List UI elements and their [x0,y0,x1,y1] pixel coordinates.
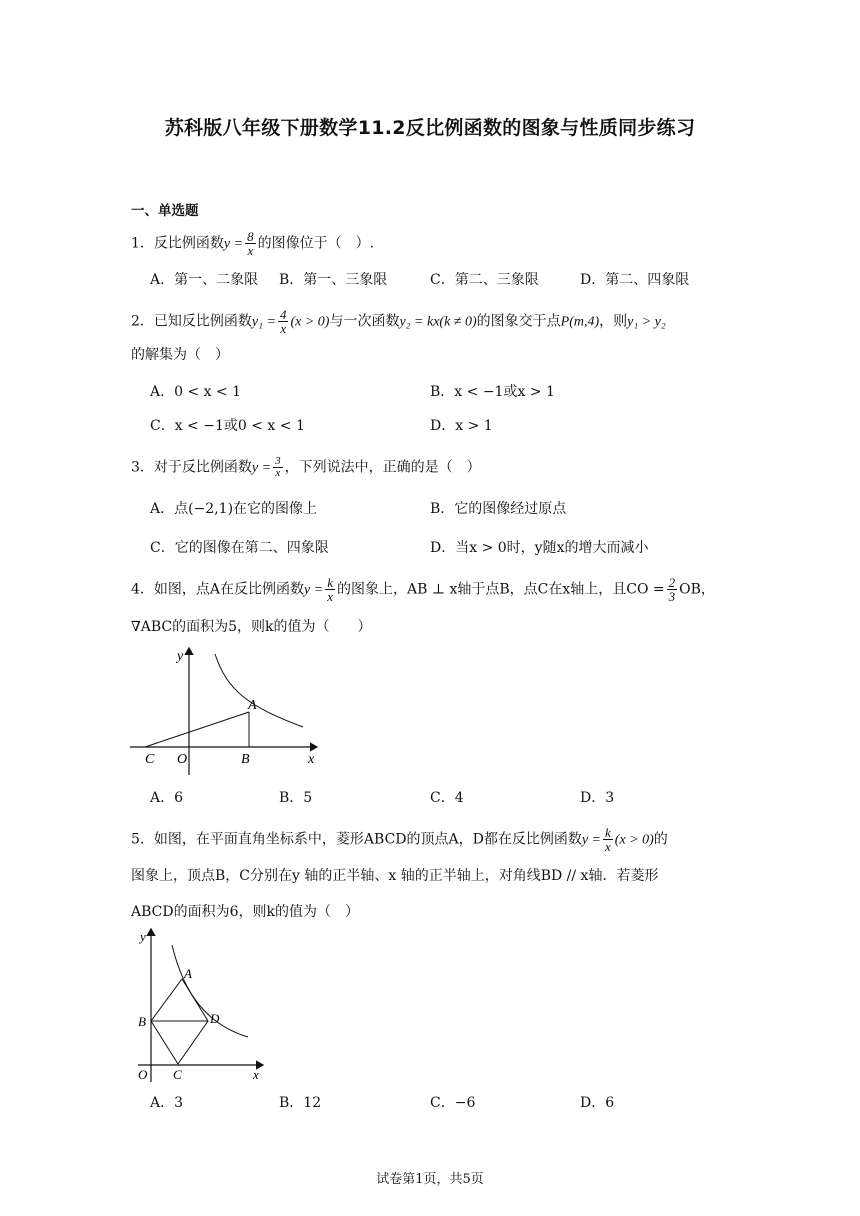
q3-func: y = [251,460,272,476]
q5-label-c: C [173,1067,182,1082]
q4-label-a: A [248,698,257,713]
q1-option-d: D．第二、四象限 [580,272,690,288]
q5-figure [130,925,275,1085]
q2-p1: 2．已知反比例函数 [131,313,252,330]
q4-option-a: A．6 [150,790,184,806]
q4-option-b: B．5 [279,790,313,806]
q5-label-o: O [138,1067,148,1082]
q4-label-x: x [308,752,315,767]
q2-p4: ，则 [599,313,628,330]
question-2 [131,308,666,335]
q5-label-d: D [210,1011,220,1026]
q1-func: y = [223,236,244,252]
q4-p2: 的图象上，AB ⊥ x轴于点B，点C在x轴上，且CO = [336,581,665,598]
q1-suffix: 的图像位于（ ）. [257,235,375,252]
q5-option-a: A．3 [150,1095,184,1111]
q4-option-c: C．4 [430,790,464,806]
page-footer: 试卷第1页，共5页 [376,1172,484,1187]
q5-option-d: D．6 [580,1095,615,1111]
q4-figure [125,642,325,777]
q2-line2: 的解集为（ ） [131,347,229,363]
q3-option-a: A．点(−2,1)在它的图像上 [150,501,318,517]
q2-option-d: D．x > 1 [430,418,493,434]
q3-option-b: B．它的图像经过原点 [430,501,567,517]
question-5 [131,826,668,853]
q2-f1: y₁ = [251,314,276,330]
q2-p2: 与一次函数 [329,313,400,330]
q5-line3: ABCD的面积为6，则k的值为（ ） [131,904,359,920]
q5-cond: (x > 0) [614,832,654,848]
q3-option-c: C．它的图像在第二、四象限 [150,540,329,556]
q1-option-b: B．第一、三象限 [279,272,388,288]
q5-label-y: y [140,929,146,944]
q4-p3: OB， [679,581,715,598]
q5-fraction: $\frac{k}{x}$ [605,825,611,854]
q5-func: y = [581,832,602,848]
q2-f2: y₂ = kx(k ≠ 0) [399,314,477,330]
q1-option-c: C．第二、三象限 [430,272,539,288]
section-heading: 一、单选题 [131,203,199,219]
q4-fraction: $\frac{k}{x}$ [327,575,333,604]
q4-label-o: O [177,752,188,767]
q2-c1: (x > 0) [290,314,330,330]
question-4 [131,576,715,603]
q5-option-b: B．12 [279,1095,322,1111]
q3-option-d: D．当x > 0时，y随x的增大而减小 [430,540,649,556]
q4-hyperbola [215,654,303,727]
q5-label-x: x [253,1067,259,1082]
q4-label-c: C [145,752,155,767]
q2-point: P(m,4) [560,314,600,330]
q4-line2: ∇ABC的面积为5，则k的值为（ ） [131,619,372,635]
q4-p1: 4．如图，点A在反比例函数 [131,581,305,598]
question-3 [131,456,481,479]
q3-fraction: $\frac{3}{x}$ [275,455,281,479]
q5-p2: 的 [653,831,668,848]
q4-segment-ca [145,712,249,747]
question-1 [131,230,374,257]
q4-fraction-2: $\frac{2}{3}$ [668,575,676,604]
q3-suffix: ，下列说法中，正确的是（ ） [284,459,481,476]
q1-option-a: A．第一、二象限 [150,272,259,288]
q4-label-b: B [241,752,250,767]
q3-prefix: 3．对于反比例函数 [131,459,252,476]
q5-label-a: A [184,966,192,981]
q4-label-y: y [177,649,184,664]
q5-line2: 图象上，顶点B，C分别在y 轴的正半轴、x 轴的正半轴上，对角线BD // x轴．若菱形 [131,868,659,884]
q4-func: y = [304,582,324,598]
q4-option-d: D．3 [580,790,615,806]
q2-option-b: B．x < −1或x > 1 [430,384,555,400]
q1-fraction: $\frac{8}{x}$ [247,229,254,258]
q2-ineq: y₁ > y₂ [627,314,666,330]
page-title: 苏科版八年级下册数学11.2反比例函数的图象与性质同步练习 [164,117,696,139]
q1-prefix: 1．反比例函数 [131,235,224,252]
q5-option-c: C．−6 [430,1095,476,1111]
q2-option-c: C．x < −1或0 < x < 1 [150,418,305,434]
q2-p3: 的图象交于点 [476,313,561,330]
q5-p1: 5．如图，在平面直角坐标系中，菱形ABCD的顶点A，D都在反比例函数 [131,831,582,848]
q2-fraction: $\frac{4}{x}$ [279,307,287,336]
q2-option-a: A．0 < x < 1 [150,384,242,400]
q5-label-b: B [138,1014,146,1029]
